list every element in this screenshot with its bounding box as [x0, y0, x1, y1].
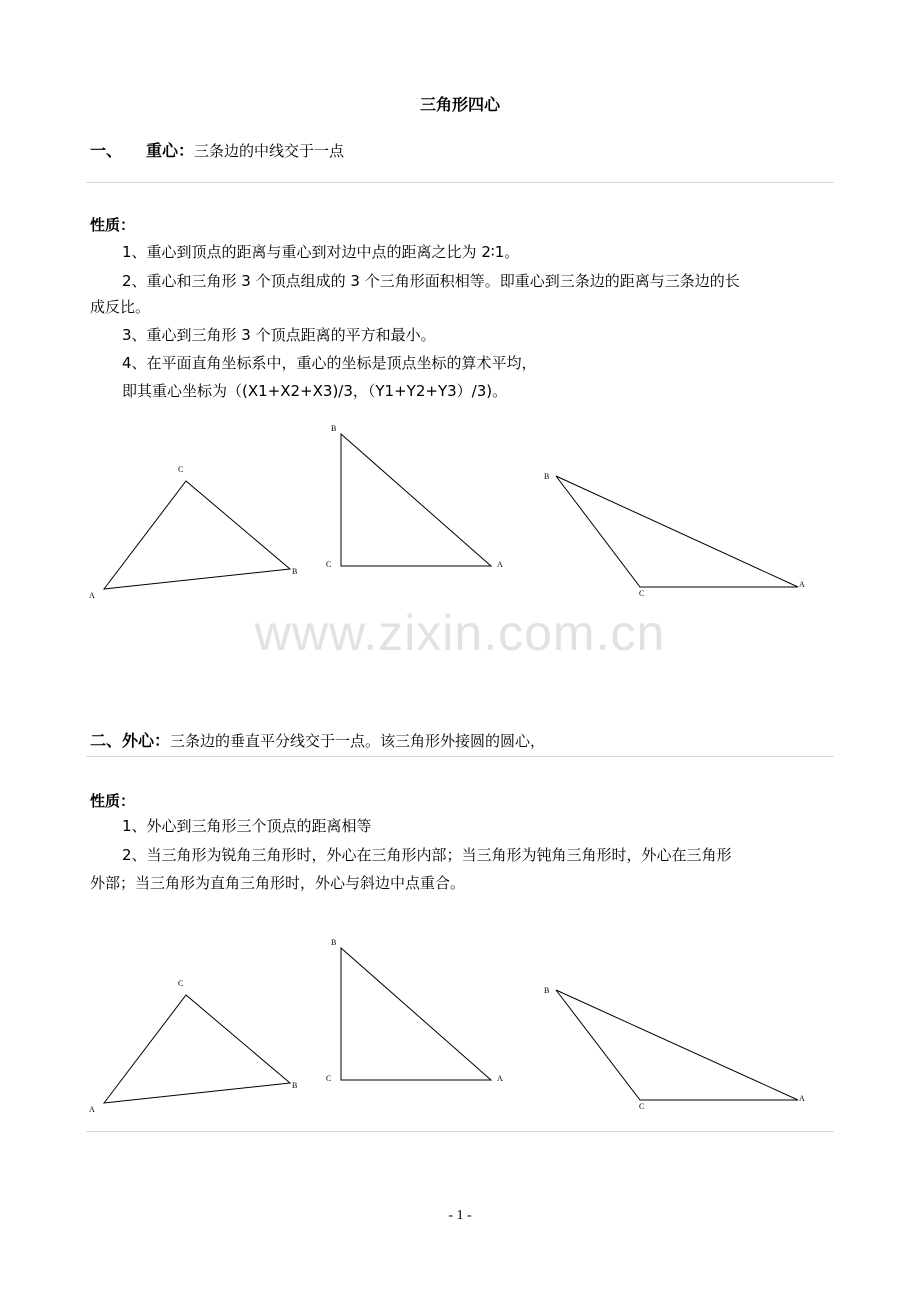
vertex-label-b: B [331, 424, 337, 433]
section2-number: 二、 [90, 731, 123, 750]
section1-props-label: 性质： [90, 216, 136, 234]
section2-props-label: 性质： [90, 792, 136, 810]
section1-prop-line: 3、重心到三角形 3 个顶点距离的平方和最小。 [122, 326, 436, 344]
vertex-label-b: B [292, 1081, 298, 1090]
vertex-label-a: A [497, 560, 503, 569]
vertex-label-a: A [799, 1094, 805, 1103]
section1-number: 一、 [90, 141, 123, 160]
section1-description: 三条边的中线交于一点 [194, 142, 345, 160]
vertex-label-c: C [326, 560, 332, 569]
vertex-label-c: C [326, 1074, 332, 1083]
obtuse-triangle-2 [556, 990, 798, 1100]
vertex-label-b: B [544, 472, 550, 481]
section2-term: 外心： [122, 731, 171, 750]
vertex-label-a: A [89, 591, 95, 600]
vertex-label-c: C [178, 465, 184, 474]
section1-prop-line: 即其重心坐标为（(X1+X2+X3)/3，（Y1+Y2+Y3）/3)。 [122, 382, 508, 400]
vertex-label-a: A [799, 580, 805, 589]
right-triangle-2 [341, 948, 491, 1080]
vertex-label-c: C [178, 979, 184, 988]
vertex-label-a: A [89, 1105, 95, 1114]
section1-prop-line: 4、在平面直角坐标系中，重心的坐标是顶点坐标的算术平均， [122, 354, 537, 372]
vertex-label-a: A [497, 1074, 503, 1083]
section1-prop-line: 成反比。 [90, 298, 151, 316]
right-triangle-1 [341, 434, 491, 566]
page-title: 三角形四心 [419, 95, 500, 114]
obtuse-triangle-1 [556, 476, 798, 587]
section2-prop-line: 2、当三角形为锐角三角形时，外心在三角形内部；当三角形为钝角三角形时，外心在三角形 [122, 846, 732, 864]
section2-description: 三条边的垂直平分线交于一点。该三角形外接圆的圆心， [170, 732, 546, 750]
section1-prop-line: 2、重心和三角形 3 个顶点组成的 3 个三角形面积相等。即重心到三条边的距离与三条边的长 [122, 272, 740, 290]
vertex-label-b: B [331, 938, 337, 947]
watermark: www.zixin.com.cn [254, 605, 666, 661]
vertex-label-c: C [639, 589, 645, 598]
section2-prop-line: 1、外心到三角形三个顶点的距离相等 [122, 817, 372, 835]
section1-prop-line: 1、重心到顶点的距离与重心到对边中点的距离之比为 2∶1。 [122, 243, 520, 261]
page-number: - 1 - [448, 1208, 472, 1223]
section2-prop-line: 外部；当三角形为直角三角形时，外心与斜边中点重合。 [90, 874, 466, 892]
vertex-label-b: B [292, 567, 298, 576]
acute-triangle-1 [104, 481, 290, 589]
acute-triangle-2 [104, 995, 290, 1103]
section1-term: 重心： [146, 141, 195, 160]
vertex-label-c: C [639, 1102, 645, 1111]
vertex-label-b: B [544, 986, 550, 995]
